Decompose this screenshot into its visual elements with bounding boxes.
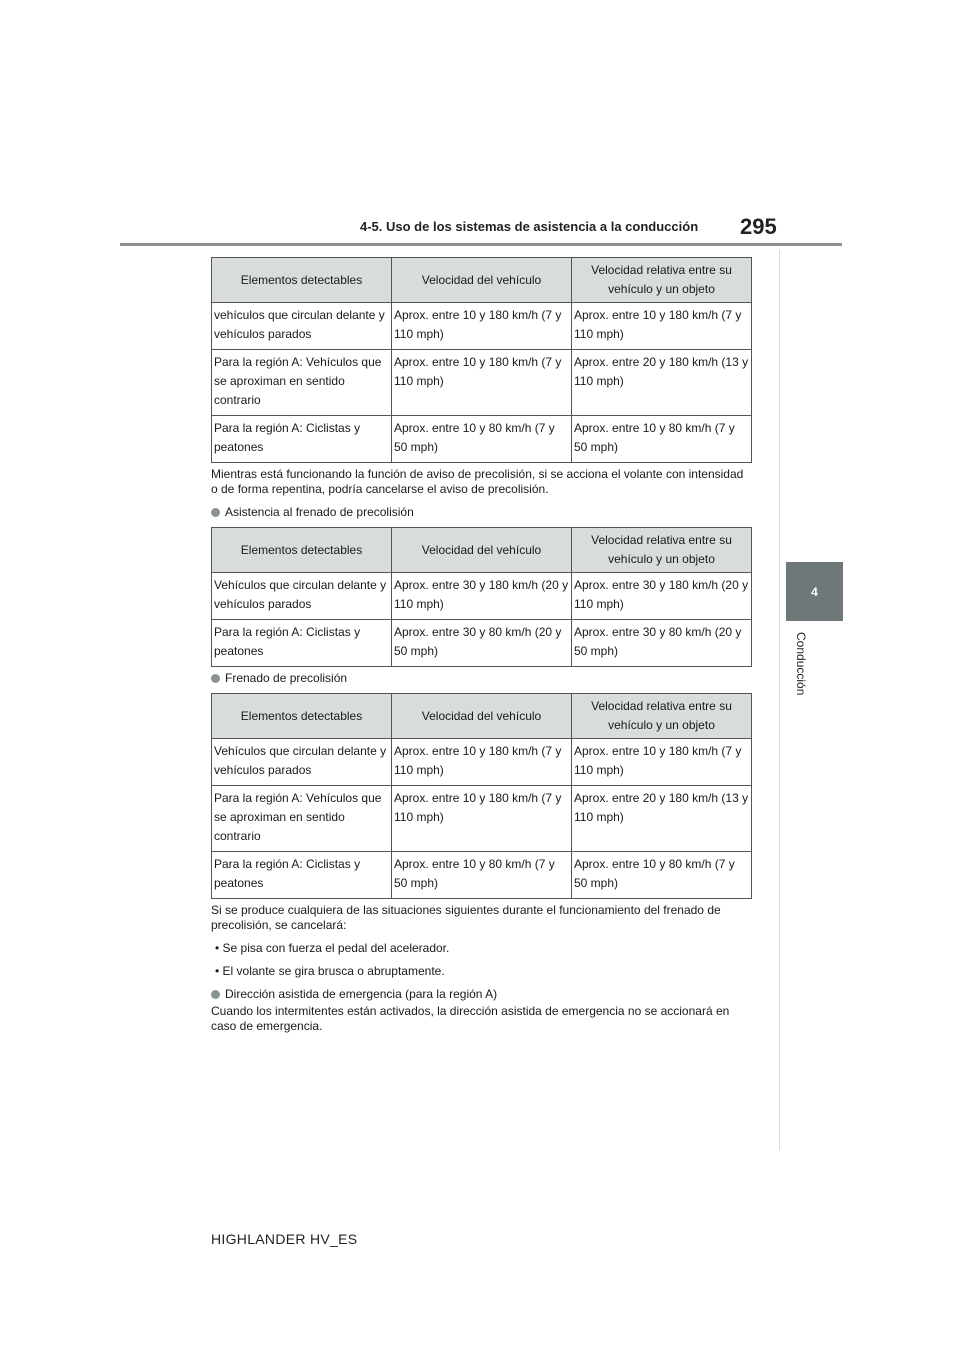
table-cell: Para la región A: Vehículos que se aproximan en sentido contrario bbox=[212, 786, 392, 852]
bullet-label: Dirección asistida de emergencia (para la región A) bbox=[225, 987, 498, 1001]
table-header-row bbox=[212, 694, 752, 739]
header-vehicle-speed: Velocidad del vehículo bbox=[392, 694, 572, 739]
cancellation-note: Si se produce cualquiera de las situaciones siguientes durante el funcionamiento del frenado de precolisión, se cancelará: bbox=[211, 903, 721, 932]
header-vehicle-speed: Velocidad del vehículo bbox=[392, 258, 572, 303]
table-1-container bbox=[211, 257, 751, 463]
table-cell: Aprox. entre 10 y 180 km/h (7 y 110 mph) bbox=[392, 739, 572, 786]
bullet-dot-icon bbox=[211, 508, 220, 517]
table-header-row bbox=[212, 528, 752, 573]
header-relative-speed: Velocidad relativa entre su vehículo y un objeto bbox=[572, 694, 752, 739]
emergency-steering-note: Cuando los intermitentes están activados, la dirección asistida de emergencia no se accionará en caso de emergencia. bbox=[211, 1004, 730, 1033]
table-cell: Vehículos que circulan delante y vehículos parados bbox=[212, 739, 392, 786]
page-number: 295 bbox=[740, 214, 777, 239]
bullet-pre-collision-braking bbox=[211, 671, 751, 686]
table-cell: Aprox. entre 30 y 180 km/h (20 y 110 mph) bbox=[572, 573, 752, 620]
header-vehicle-speed: Velocidad del vehículo bbox=[392, 528, 572, 573]
table-row bbox=[212, 852, 752, 899]
table-cell: Aprox. entre 30 y 180 km/h (20 y 110 mph) bbox=[392, 573, 572, 620]
section-title: 4-5. Uso de los sistemas de asistencia a la conducción bbox=[360, 219, 699, 234]
speed-table-brake-assist bbox=[211, 527, 752, 667]
table-cell: Aprox. entre 10 y 180 km/h (7 y 110 mph) bbox=[392, 350, 572, 416]
header-detectable-elements: Elementos detectables bbox=[212, 528, 392, 573]
table-cell: Aprox. entre 10 y 80 km/h (7 y 50 mph) bbox=[572, 416, 752, 463]
header-relative-speed: Velocidad relativa entre su vehículo y un objeto bbox=[572, 528, 752, 573]
bullet-dot-icon bbox=[211, 674, 220, 683]
speed-table-warning bbox=[211, 257, 752, 463]
table-3-container bbox=[211, 693, 751, 899]
bullet-emergency-steering bbox=[211, 987, 751, 1002]
table-cell: Aprox. entre 10 y 180 km/h (7 y 110 mph) bbox=[572, 303, 752, 350]
table-cell: Aprox. entre 10 y 180 km/h (7 y 110 mph) bbox=[392, 786, 572, 852]
table-cell: Aprox. entre 10 y 80 km/h (7 y 50 mph) bbox=[572, 852, 752, 899]
table-header-row bbox=[212, 258, 752, 303]
table-cell: Aprox. entre 10 y 180 km/h (7 y 110 mph) bbox=[572, 739, 752, 786]
chapter-label: Conducción bbox=[794, 632, 808, 696]
bullet-label: Asistencia al frenado de precolisión bbox=[225, 505, 414, 519]
table-cell: Aprox. entre 30 y 80 km/h (20 y 50 mph) bbox=[392, 620, 572, 667]
table-cell: Aprox. entre 10 y 80 km/h (7 y 50 mph) bbox=[392, 852, 572, 899]
table-cell: Aprox. entre 10 y 180 km/h (7 y 110 mph) bbox=[392, 303, 572, 350]
table-row bbox=[212, 416, 752, 463]
bullet-brake-assist bbox=[211, 505, 751, 520]
table-row bbox=[212, 303, 752, 350]
table-cell: Aprox. entre 30 y 80 km/h (20 y 50 mph) bbox=[572, 620, 752, 667]
table-cell: Aprox. entre 20 y 180 km/h (13 y 110 mph) bbox=[572, 350, 752, 416]
header-detectable-elements: Elementos detectables bbox=[212, 694, 392, 739]
warning-note: Mientras está funcionando la función de aviso de precolisión, si se acciona el volante con intensidad o de forma repentina, podría cancelarse el aviso de precolisión. bbox=[211, 467, 744, 496]
table-cell: Aprox. entre 20 y 180 km/h (13 y 110 mph) bbox=[572, 786, 752, 852]
table-cell: Para la región A: Vehículos que se aproximan en sentido contrario bbox=[212, 350, 392, 416]
model-footer: HIGHLANDER HV_ES bbox=[211, 1231, 358, 1247]
table-row bbox=[212, 620, 752, 667]
list-item: • Se pisa con fuerza el pedal del acelerador. bbox=[215, 941, 450, 955]
chapter-tab[interactable]: 4 bbox=[786, 562, 843, 621]
table-2-container bbox=[211, 527, 751, 667]
bullet-label: Frenado de precolisión bbox=[225, 671, 348, 685]
table-cell: vehículos que circulan delante y vehículos parados bbox=[212, 303, 392, 350]
header-relative-speed: Velocidad relativa entre su vehículo y un objeto bbox=[572, 258, 752, 303]
header-detectable-elements: Elementos detectables bbox=[212, 258, 392, 303]
table-cell: Para la región A: Ciclistas y peatones bbox=[212, 852, 392, 899]
bullet-dot-icon bbox=[211, 990, 220, 999]
table-cell: Vehículos que circulan delante y vehículos parados bbox=[212, 573, 392, 620]
speed-table-braking bbox=[211, 693, 752, 899]
header-divider bbox=[120, 243, 842, 246]
table-cell: Para la región A: Ciclistas y peatones bbox=[212, 416, 392, 463]
side-divider bbox=[779, 250, 780, 1150]
list-item: • El volante se gira brusca o abruptamente. bbox=[215, 964, 445, 978]
table-row bbox=[212, 573, 752, 620]
table-cell: Aprox. entre 10 y 80 km/h (7 y 50 mph) bbox=[392, 416, 572, 463]
table-row bbox=[212, 786, 752, 852]
table-row bbox=[212, 739, 752, 786]
table-row bbox=[212, 350, 752, 416]
table-cell: Para la región A: Ciclistas y peatones bbox=[212, 620, 392, 667]
